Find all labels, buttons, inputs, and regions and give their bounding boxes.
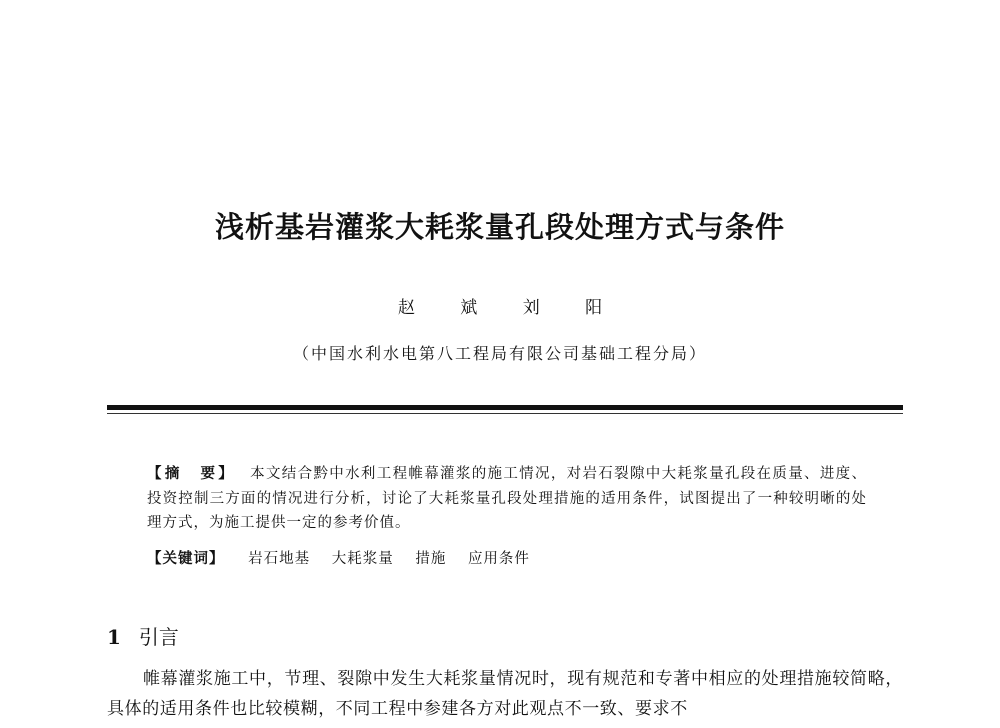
keywords-block bbox=[147, 547, 546, 568]
body-paragraph: 帷幕灌浆施工中，节理、裂隙中发生大耗浆量情况时，现有规范和专著中相应的处理措施较简略，具体的适用条件也比较模糊，不同工程中参建各方对此观点不一致、要求不 bbox=[107, 669, 903, 719]
keyword-item: 措施 bbox=[415, 551, 447, 567]
keyword-item: 应用条件 bbox=[467, 551, 530, 567]
keywords-label: 【关键词】 bbox=[147, 551, 225, 567]
paper-authors: 赵 斌 刘 阳 bbox=[397, 298, 623, 318]
abstract-block bbox=[147, 462, 867, 536]
paper-affiliation: （中国水利水电第八工程局有限公司基础工程分局） bbox=[292, 344, 707, 363]
section-number: 1 bbox=[107, 625, 121, 649]
abstract-label: 【摘 要】 bbox=[147, 466, 237, 482]
header-divider-thin bbox=[107, 413, 903, 414]
section-heading bbox=[107, 621, 179, 650]
paper-title: 浅析基岩灌浆大耗浆量孔段处理方式与条件 bbox=[214, 210, 785, 244]
abstract-text: 本文结合黔中水利工程帷幕灌浆的施工情况，对岩石裂隙中大耗浆量孔段在质量、进度、投资控制三方面的情况进行分析，讨论了大耗浆量孔段处理措施的适用条件，试图提出了一种较明晰的处理方式，为施工提供一定的参考价值。 bbox=[147, 466, 868, 531]
keyword-item: 大耗浆量 bbox=[331, 551, 394, 567]
header-divider-thick bbox=[107, 405, 903, 410]
keyword-item: 岩石地基 bbox=[248, 551, 311, 567]
section-title: 引言 bbox=[138, 625, 179, 649]
